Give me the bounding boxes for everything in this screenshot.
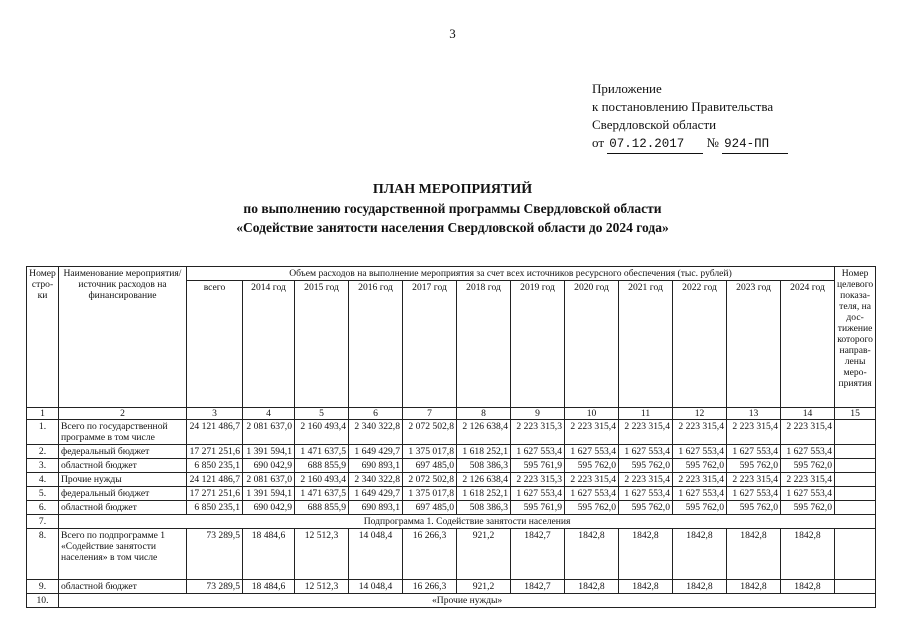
value-cell: 2 160 493,4 (295, 420, 349, 445)
row-number: 2. (27, 445, 59, 459)
header-expenses-group: Объем расходов на выполнение мероприятия за счет всех источников ресурсного обеспечения (тыс. рублей) (187, 267, 835, 281)
target-cell (835, 473, 876, 487)
value-cell: 2 160 493,4 (295, 473, 349, 487)
subprogram-heading: Подпрограмма 1. Содействие занятости населения (59, 515, 876, 529)
appendix-block (592, 80, 788, 154)
value-cell: 1842,8 (565, 529, 619, 580)
document-title (0, 180, 905, 237)
value-cell: 14 048,4 (349, 580, 403, 594)
value-cell: 6 850 235,1 (187, 459, 243, 473)
col-number: 3 (187, 408, 243, 420)
value-cell: 73 289,5 (187, 529, 243, 580)
header-target-indicator: Номер целевого показа- теля, на дос- тижение которого направ- лены меро- приятия (835, 267, 876, 408)
value-cell: 1842,7 (511, 529, 565, 580)
value-cell: 1842,8 (619, 529, 673, 580)
column-numbers-row (27, 408, 876, 420)
header-row-number: Номер стро- ки (27, 267, 59, 408)
value-cell: 1 618 252,1 (457, 445, 511, 459)
data-rows (27, 420, 876, 515)
table-row (27, 501, 876, 515)
value-cell: 2 223 315,4 (619, 473, 673, 487)
table-row-10 (27, 594, 876, 608)
value-cell: 2 223 315,4 (673, 420, 727, 445)
table-row-8 (27, 529, 876, 580)
value-cell: 690 893,1 (349, 459, 403, 473)
value-cell: 1 391 594,1 (243, 487, 295, 501)
appendix-decree-line (592, 134, 788, 154)
header-year-2019: 2019 год (511, 281, 565, 408)
col-number: 2 (59, 408, 187, 420)
value-cell: 14 048,4 (349, 529, 403, 580)
table-row (27, 420, 876, 445)
value-cell: 2 081 637,0 (243, 420, 295, 445)
row-number: 5. (27, 487, 59, 501)
title-line-3: «Содействие занятости населения Свердловской области до 2024 года» (236, 220, 669, 235)
value-cell: 1 471 637,5 (295, 487, 349, 501)
row-number: 6. (27, 501, 59, 515)
row-name: Прочие нужды (59, 473, 187, 487)
value-cell: 18 484,6 (243, 529, 295, 580)
target-cell (835, 580, 876, 594)
col-number: 15 (835, 408, 876, 420)
value-cell: 1 627 553,4 (673, 445, 727, 459)
appendix-line-3: Свердловской области (592, 117, 717, 132)
row-name: областной бюджет (59, 580, 187, 594)
value-cell: 595 761,9 (511, 459, 565, 473)
value-cell: 690 042,9 (243, 459, 295, 473)
header-year-2018: 2018 год (457, 281, 511, 408)
appendix-line-2: к постановлению Правительства (592, 99, 774, 114)
header-year-2023: 2023 год (727, 281, 781, 408)
value-cell: 690 042,9 (243, 501, 295, 515)
row-number: 8. (27, 529, 59, 580)
value-cell: 6 850 235,1 (187, 501, 243, 515)
target-cell (835, 459, 876, 473)
value-cell: 595 762,0 (565, 501, 619, 515)
value-cell: 2 072 502,8 (403, 420, 457, 445)
value-cell: 508 386,3 (457, 459, 511, 473)
header-year-2022: 2022 год (673, 281, 727, 408)
value-cell: 697 485,0 (403, 501, 457, 515)
row-number: 7. (27, 515, 59, 529)
value-cell: 921,2 (457, 580, 511, 594)
value-cell: 921,2 (457, 529, 511, 580)
plan-table (26, 266, 876, 608)
page-number: 3 (449, 26, 456, 41)
value-cell: 1842,8 (781, 580, 835, 594)
value-cell: 17 271 251,6 (187, 487, 243, 501)
value-cell: 1842,8 (565, 580, 619, 594)
target-cell (835, 501, 876, 515)
value-cell: 1 649 429,7 (349, 487, 403, 501)
value-cell: 690 893,1 (349, 501, 403, 515)
from-label: от (592, 135, 605, 150)
header-name: Наименование мероприятия/ источник расходов на финансирование (59, 267, 187, 408)
value-cell: 2 081 637,0 (243, 473, 295, 487)
table-row-9 (27, 580, 876, 594)
header-year-2024: 2024 год (781, 281, 835, 408)
value-cell: 1 375 017,8 (403, 487, 457, 501)
value-cell: 2 340 322,8 (349, 420, 403, 445)
value-cell: 2 223 315,4 (673, 473, 727, 487)
value-cell: 1 471 637,5 (295, 445, 349, 459)
col-number: 10 (565, 408, 619, 420)
col-number: 8 (457, 408, 511, 420)
col-number: 9 (511, 408, 565, 420)
value-cell: 595 762,0 (673, 501, 727, 515)
value-cell: 24 121 486,7 (187, 420, 243, 445)
value-cell: 688 855,9 (295, 501, 349, 515)
value-cell: 1842,8 (673, 529, 727, 580)
row-number: 4. (27, 473, 59, 487)
value-cell: 1 627 553,4 (619, 445, 673, 459)
value-cell: 1 627 553,4 (565, 445, 619, 459)
header-year-2021: 2021 год (619, 281, 673, 408)
value-cell: 1 627 553,4 (511, 445, 565, 459)
col-number: 7 (403, 408, 457, 420)
value-cell: 1 627 553,4 (781, 445, 835, 459)
value-cell: 2 223 315,4 (619, 420, 673, 445)
value-cell: 2 223 315,4 (727, 420, 781, 445)
table-row (27, 459, 876, 473)
value-cell: 1 627 553,4 (727, 445, 781, 459)
target-cell (835, 445, 876, 459)
value-cell: 1842,8 (619, 580, 673, 594)
header-year-2016: 2016 год (349, 281, 403, 408)
col-number: 13 (727, 408, 781, 420)
row-number: 9. (27, 580, 59, 594)
value-cell: 595 762,0 (727, 501, 781, 515)
value-cell: 1842,8 (727, 580, 781, 594)
col-number: 12 (673, 408, 727, 420)
row-number: 1. (27, 420, 59, 445)
value-cell: 1 627 553,4 (619, 487, 673, 501)
row-number: 10. (27, 594, 59, 608)
target-cell (835, 529, 876, 580)
value-cell: 595 762,0 (673, 459, 727, 473)
value-cell: 2 340 322,8 (349, 473, 403, 487)
value-cell: 688 855,9 (295, 459, 349, 473)
row-name: Всего по подпрограмме 1 «Содействие занятости населения» в том числе (59, 529, 187, 580)
value-cell: 508 386,3 (457, 501, 511, 515)
value-cell: 2 223 315,4 (565, 473, 619, 487)
value-cell: 2 223 315,3 (511, 473, 565, 487)
row-name: Всего по государственной программе в том числе (59, 420, 187, 445)
value-cell: 2 223 315,3 (511, 420, 565, 445)
col-number: 11 (619, 408, 673, 420)
value-cell: 2 223 315,4 (781, 473, 835, 487)
value-cell: 1842,8 (781, 529, 835, 580)
value-cell: 2 223 315,4 (565, 420, 619, 445)
value-cell: 1842,7 (511, 580, 565, 594)
target-cell (835, 487, 876, 501)
col-number: 1 (27, 408, 59, 420)
value-cell: 16 266,3 (403, 529, 457, 580)
header-year-2014: 2014 год (243, 281, 295, 408)
header-year-2020: 2020 год (565, 281, 619, 408)
table-row (27, 445, 876, 459)
col-number: 6 (349, 408, 403, 420)
value-cell: 1 391 594,1 (243, 445, 295, 459)
value-cell: 595 762,0 (727, 459, 781, 473)
header-total: всего (187, 281, 243, 408)
value-cell: 1 618 252,1 (457, 487, 511, 501)
number-label: № (706, 135, 719, 150)
appendix-line-1: Приложение (592, 81, 662, 96)
title-line-1: ПЛАН МЕРОПРИЯТИЙ (372, 182, 533, 197)
target-cell (835, 420, 876, 445)
value-cell: 2 223 315,4 (781, 420, 835, 445)
table-row (27, 473, 876, 487)
value-cell: 2 126 638,4 (457, 473, 511, 487)
value-cell: 16 266,3 (403, 580, 457, 594)
value-cell: 595 762,0 (565, 459, 619, 473)
row-name: областной бюджет (59, 501, 187, 515)
value-cell: 1 627 553,4 (511, 487, 565, 501)
value-cell: 1 649 429,7 (349, 445, 403, 459)
table-row (27, 487, 876, 501)
value-cell: 24 121 486,7 (187, 473, 243, 487)
value-cell: 73 289,5 (187, 580, 243, 594)
value-cell: 1 627 553,4 (727, 487, 781, 501)
value-cell: 697 485,0 (403, 459, 457, 473)
col-number: 5 (295, 408, 349, 420)
value-cell: 1 375 017,8 (403, 445, 457, 459)
table-row-7 (27, 515, 876, 529)
value-cell: 12 512,3 (295, 529, 349, 580)
row-name: областной бюджет (59, 459, 187, 473)
row-name: федеральный бюджет (59, 445, 187, 459)
decree-date: 07.12.2017 (607, 135, 703, 154)
value-cell: 595 762,0 (781, 459, 835, 473)
value-cell: 17 271 251,6 (187, 445, 243, 459)
value-cell: 595 762,0 (619, 501, 673, 515)
section-heading: «Прочие нужды» (59, 594, 876, 608)
value-cell: 12 512,3 (295, 580, 349, 594)
header-year-2015: 2015 год (295, 281, 349, 408)
value-cell: 1 627 553,4 (781, 487, 835, 501)
header-year-2017: 2017 год (403, 281, 457, 408)
title-line-2: по выполнению государственной программы Свердловской области (243, 201, 662, 216)
col-number: 4 (243, 408, 295, 420)
value-cell: 2 223 315,4 (727, 473, 781, 487)
col-number: 14 (781, 408, 835, 420)
value-cell: 595 762,0 (781, 501, 835, 515)
value-cell: 1842,8 (727, 529, 781, 580)
value-cell: 1 627 553,4 (673, 487, 727, 501)
row-number: 3. (27, 459, 59, 473)
value-cell: 595 762,0 (619, 459, 673, 473)
value-cell: 595 761,9 (511, 501, 565, 515)
value-cell: 1 627 553,4 (565, 487, 619, 501)
value-cell: 1842,8 (673, 580, 727, 594)
value-cell: 2 126 638,4 (457, 420, 511, 445)
value-cell: 18 484,6 (243, 580, 295, 594)
row-name: федеральный бюджет (59, 487, 187, 501)
decree-number: 924-ПП (722, 135, 788, 154)
value-cell: 2 072 502,8 (403, 473, 457, 487)
